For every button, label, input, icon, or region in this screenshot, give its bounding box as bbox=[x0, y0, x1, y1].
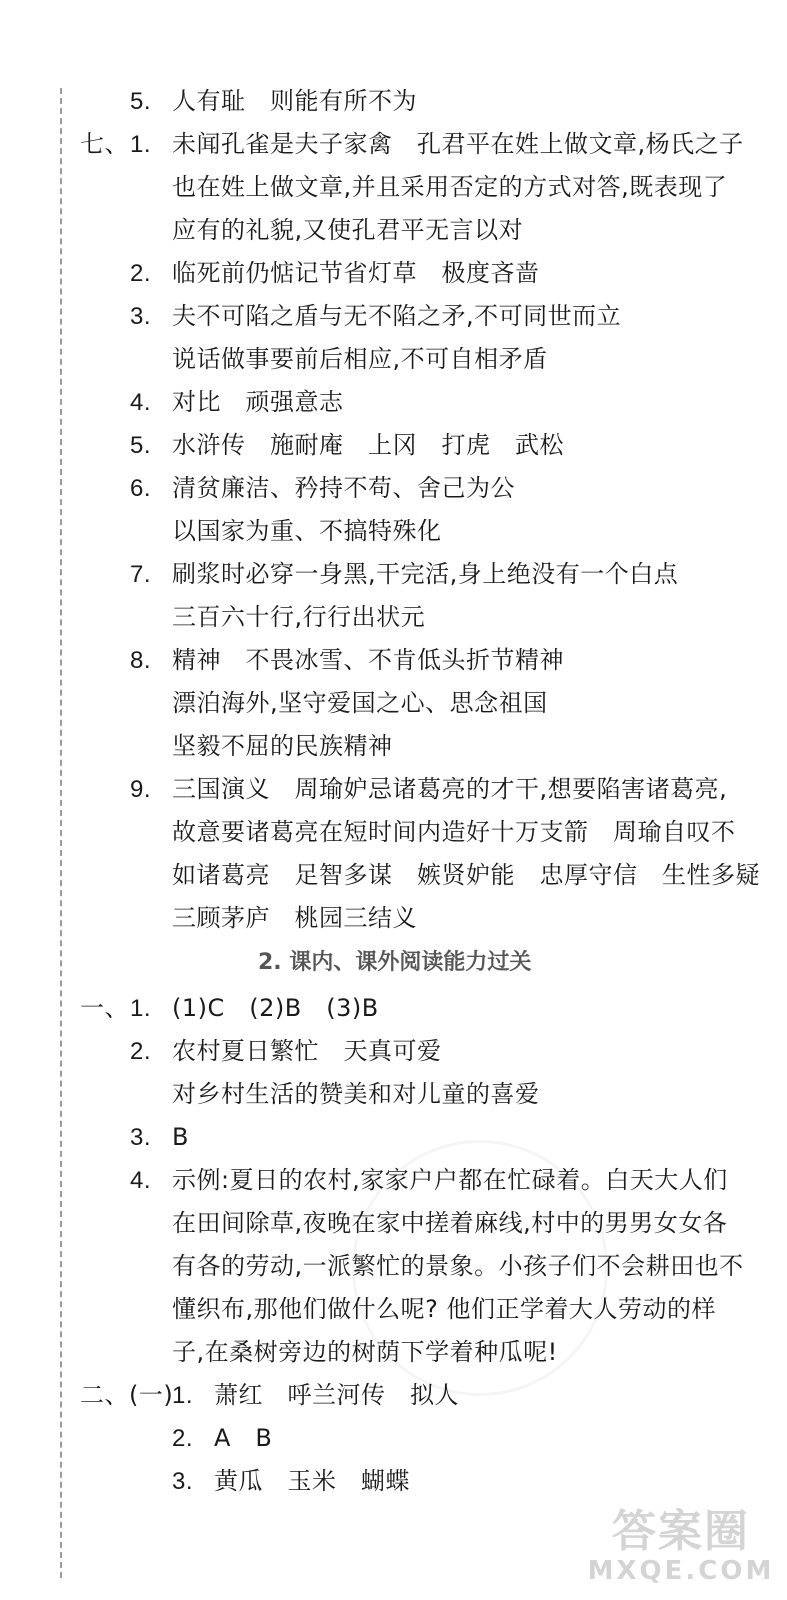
answer-line bbox=[130, 1036, 442, 1067]
answer-line bbox=[130, 258, 540, 289]
answer-text: 刷浆时必穿一身黑,干完活,身上绝没有一个白点 bbox=[172, 560, 679, 588]
answer-text: 三国演义 周瑜妒忌诸葛亮的才干,想要陷害诸葛亮, bbox=[172, 775, 728, 803]
answer-text: 农村夏日繁忙 天真可爱 bbox=[172, 1037, 442, 1065]
item-number: 8. bbox=[130, 647, 152, 674]
answer-line bbox=[130, 993, 379, 1024]
answer-text: 对比 顽强意志 bbox=[172, 388, 344, 416]
answer-text: A B bbox=[214, 1424, 273, 1452]
answer-line: 漂泊海外,坚守爱国之心、思念祖国 bbox=[172, 689, 548, 717]
answer-line: 以国家为重、不搞特殊化 bbox=[172, 517, 442, 545]
answer-line bbox=[130, 1122, 189, 1153]
answer-line bbox=[130, 1165, 728, 1196]
answer-line: 三百六十行,行行出状元 bbox=[172, 603, 426, 631]
answer-line bbox=[130, 559, 678, 590]
section-label: 一、 bbox=[80, 994, 129, 1022]
item-number: 4. bbox=[130, 389, 152, 416]
answer-line: 对乡村生活的赞美和对儿童的喜爱 bbox=[172, 1080, 540, 1108]
answer-text: 夫不可陷之盾与无不陷之矛,不可同世而立 bbox=[172, 302, 622, 330]
answer-line: 故意要诸葛亮在短时间内造好十万支箭 周瑜自叹不 bbox=[172, 818, 736, 846]
answer-line bbox=[130, 645, 564, 676]
watermark-title: 答案圈 bbox=[612, 1506, 750, 1557]
item-number: 7. bbox=[130, 561, 152, 588]
answer-line: 懂织布,那他们做什么呢? 他们正学着大人劳动的样 bbox=[172, 1295, 716, 1323]
section-heading: 2. 课内、课外阅读能力过关 bbox=[258, 950, 532, 975]
item-number: 2. bbox=[130, 260, 152, 287]
item-number: 1. bbox=[130, 131, 152, 158]
answer-text: 清贫廉洁、矜持不苟、舍己为公 bbox=[172, 474, 515, 502]
answer-text: B bbox=[172, 1123, 189, 1151]
answer-text: 精神 不畏冰雪、不肯低头折节精神 bbox=[172, 646, 564, 674]
answer-line: 子,在桑树旁边的树荫下学着种瓜呢! bbox=[172, 1338, 558, 1366]
item-number: 6. bbox=[130, 475, 152, 502]
watermark-logo bbox=[583, 1508, 779, 1586]
answer-line bbox=[172, 1423, 272, 1454]
answer-text: 未闻孔雀是夫子家禽 孔君平在姓上做文章,杨氏之子 bbox=[172, 130, 744, 158]
answer-line bbox=[172, 1380, 459, 1411]
item-number: 2. bbox=[130, 1038, 152, 1065]
answer-line bbox=[130, 774, 727, 805]
answer-line bbox=[130, 301, 621, 332]
answer-line bbox=[130, 430, 564, 461]
item-number: 5. bbox=[130, 88, 152, 115]
item-number: 9. bbox=[130, 776, 152, 803]
section-label: 二、(一) bbox=[80, 1381, 174, 1409]
answer-text: 萧红 呼兰河传 拟人 bbox=[214, 1381, 459, 1409]
answer-line bbox=[130, 387, 344, 418]
answer-line: 也在姓上做文章,并且采用否定的方式对答,既表现了 bbox=[172, 173, 728, 201]
item-number: 3. bbox=[130, 303, 152, 330]
answer-line: 应有的礼貌,又使孔君平无言以对 bbox=[172, 216, 524, 244]
answer-line bbox=[172, 1466, 410, 1497]
item-number: 3. bbox=[172, 1468, 194, 1495]
answer-line: 有各的劳动,一派繁忙的景象。小孩子们不会耕田也不 bbox=[172, 1252, 744, 1280]
watermark-url: MXQE.COM bbox=[587, 1556, 775, 1586]
answer-line: 三顾茅庐 桃园三结义 bbox=[172, 904, 417, 932]
answer-line bbox=[130, 129, 744, 160]
answer-line: 坚毅不屈的民族精神 bbox=[172, 732, 393, 760]
item-number: 3. bbox=[130, 1124, 152, 1151]
answer-text: 人有耻 则能有所不为 bbox=[172, 87, 417, 115]
answer-text: (1)C (2)B (3)B bbox=[172, 994, 379, 1022]
item-number: 4. bbox=[130, 1167, 152, 1194]
item-number: 1. bbox=[130, 995, 152, 1022]
answer-line: 如诸葛亮 足智多谋 嫉贤妒能 忠厚守信 生性多疑 bbox=[172, 861, 760, 889]
answer-line bbox=[130, 473, 515, 504]
answer-text: 黄瓜 玉米 蝴蝶 bbox=[214, 1467, 410, 1495]
answer-line bbox=[130, 86, 417, 117]
answer-text: 水浒传 施耐庵 上冈 打虎 武松 bbox=[172, 431, 564, 459]
section-label: 七、 bbox=[80, 130, 129, 158]
answer-text: 示例:夏日的农村,家家户户都在忙碌着。白天大人们 bbox=[172, 1166, 728, 1194]
answer-line: 说话做事要前后相应,不可自相矛盾 bbox=[172, 345, 548, 373]
answer-text: 临死前仍惦记节省灯草 极度吝啬 bbox=[172, 259, 540, 287]
item-number: 1. bbox=[172, 1382, 194, 1409]
margin-dashed-line bbox=[60, 88, 62, 1578]
item-number: 5. bbox=[130, 432, 152, 459]
answer-line: 在田间除草,夜晚在家中搓着麻线,村中的男男女女各 bbox=[172, 1209, 728, 1237]
item-number: 2. bbox=[172, 1425, 194, 1452]
